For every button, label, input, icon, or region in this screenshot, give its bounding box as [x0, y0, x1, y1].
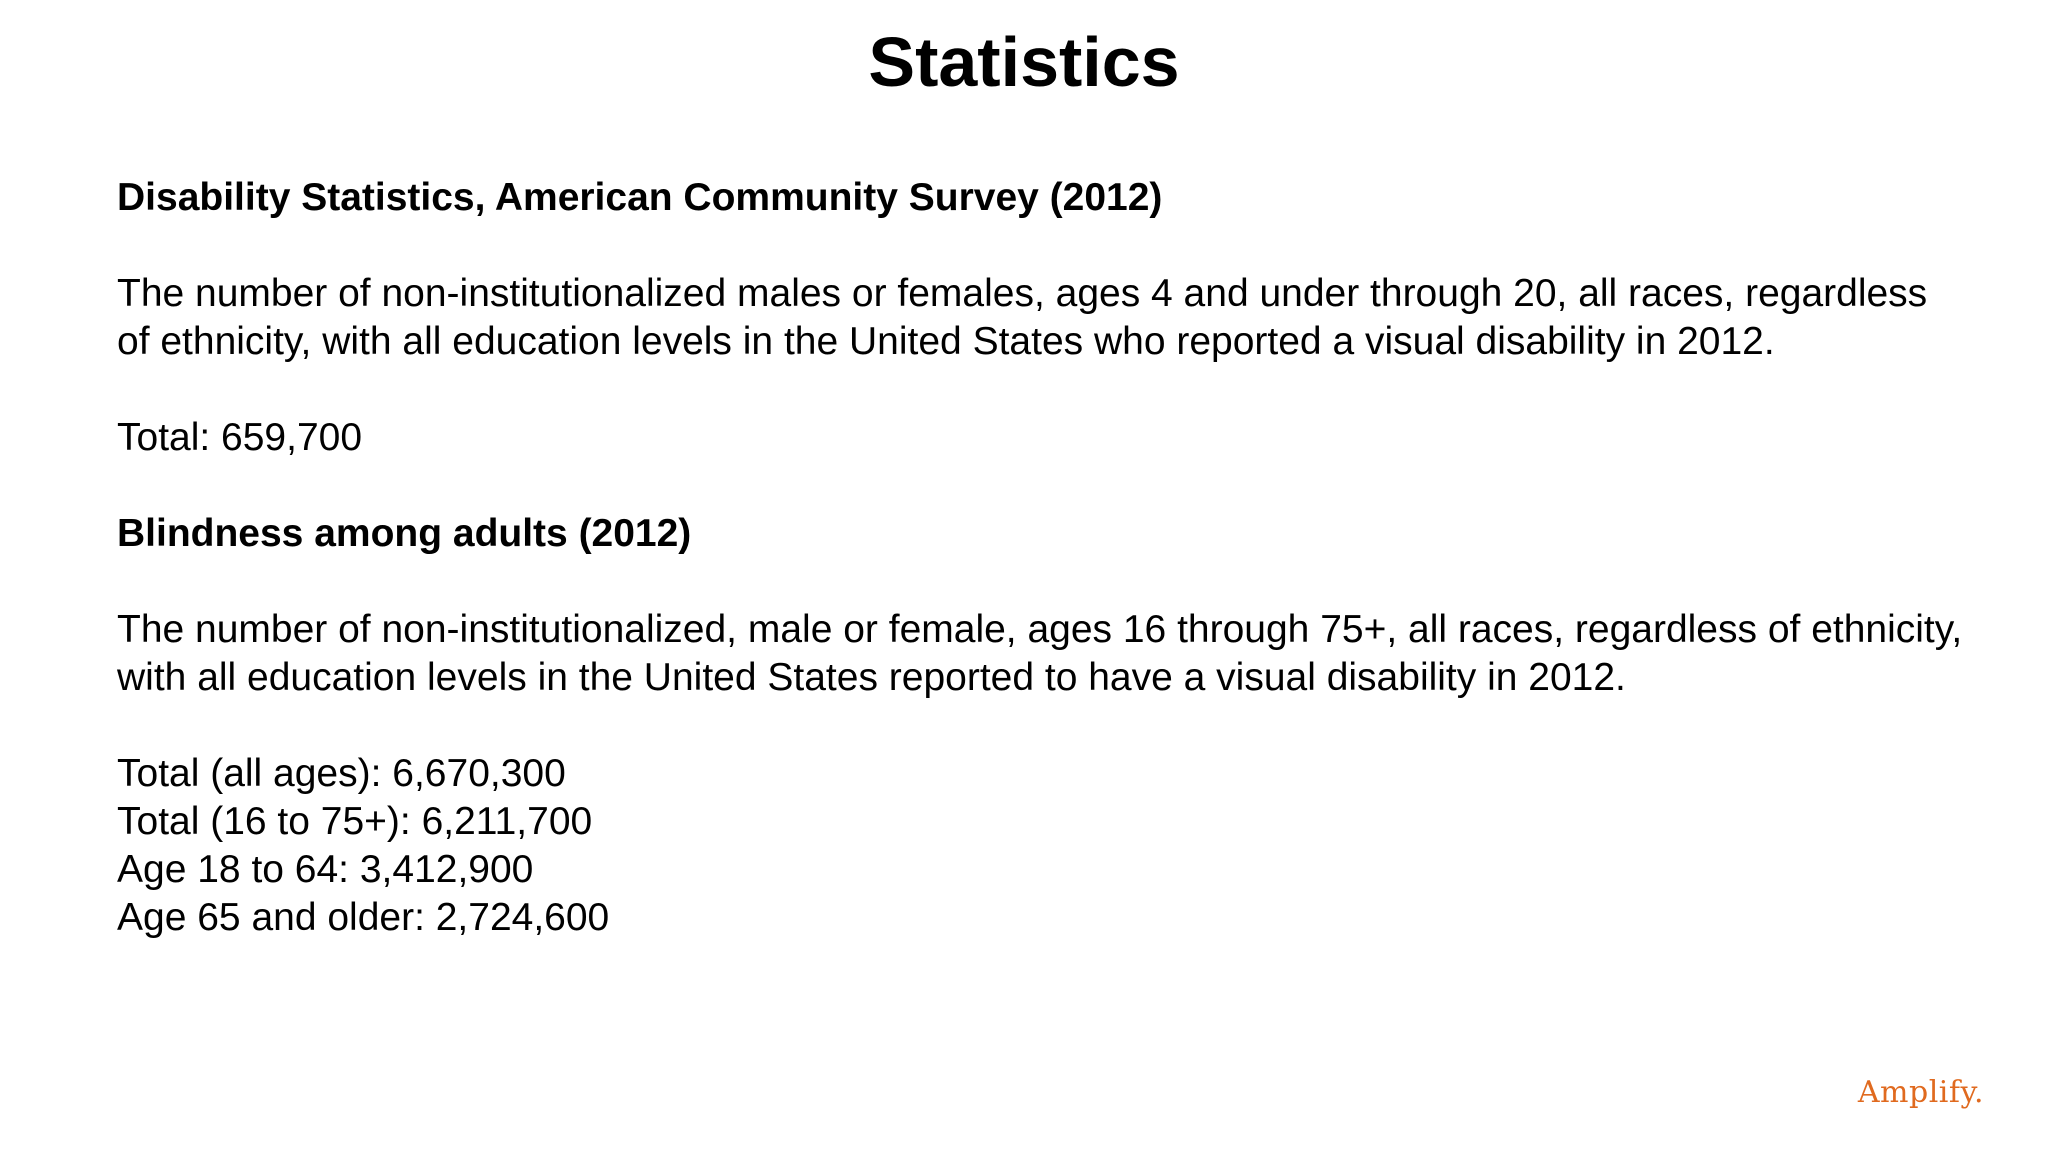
section-description-disability-statistics: The number of non-institutionalized males or females, ages 4 and under through 20, all races, regardless of ethnicity, with all education levels in the United States who reported a visual disability in 2012. — [117, 272, 1928, 363]
stats-list — [117, 750, 1967, 942]
section-heading-disability-statistics: Disability Statistics, American Community Survey (2012) — [117, 176, 1163, 219]
slide-content — [117, 174, 1967, 942]
stat-age-18-to-64: Age 18 to 64: 3,412,900 — [117, 848, 534, 891]
amplify-logo: Amplify. — [1857, 1075, 1984, 1110]
total-value: Total: 659,700 — [117, 416, 363, 459]
stat-total-all-ages: Total (all ages): 6,670,300 — [117, 752, 566, 795]
stat-total-16-to-75: Total (16 to 75+): 6,211,700 — [117, 800, 593, 843]
page-title: Statistics — [868, 23, 1180, 101]
section-description-blindness-adults: The number of non-institutionalized, male or female, ages 16 through 75+, all races, regardless of ethnicity, with all education levels in the United States reported to have a visual disability in 2012. — [117, 608, 1963, 699]
section-heading-blindness-adults: Blindness among adults (2012) — [117, 512, 692, 555]
stat-age-65-and-older: Age 65 and older: 2,724,600 — [117, 896, 610, 939]
